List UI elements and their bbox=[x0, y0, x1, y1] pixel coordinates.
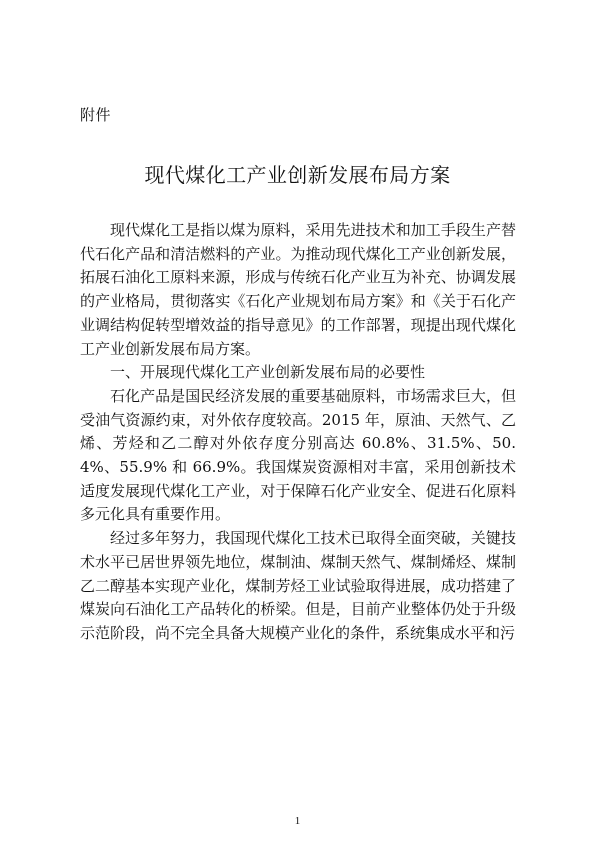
paragraph-intro: 现代煤化工是指以煤为原料，采用先进技术和加工手段生产替代石化产品和清洁燃料的产业。为推动现代煤化工产业创新发展，拓展石油化工原料来源，形成与传统石化产业互为补充、协调发展的产业格局，贯彻落实《石化产业规划布局方案》和《关于石化产业调结构促转型增效益的指导意见》的工作部署，现提出现代煤化工产业创新发展布局方案。 bbox=[80, 221, 516, 358]
section-heading: 一、开展现代煤化工产业创新发展布局的必要性 bbox=[110, 363, 426, 382]
paragraph-petrochemical-demand: 石化产品是国民经济发展的重要基础原料，市场需求巨大，但受油气资源约束，对外依存度较高。2015 年，原油、天然气、乙烯、芳烃和乙二醇对外依存度分别高达 60.8%、31.5%、50.4%、55.9% 和 66.9%。我国煤炭资源相对丰富，采用创新技术适度发展现代煤化工产业，对于保障石化产业安全、促进石化原料多元化具有重要作用。 bbox=[80, 386, 516, 524]
paragraph-technology-progress: 经过多年努力，我国现代煤化工技术已取得全面突破，关键技术水平已居世界领先地位，煤制油、煤制天然气、煤制烯烃、煤制乙二醇基本实现产业化，煤制芳烃工业试验取得进展，成功搭建了煤炭向石油化工产品转化的桥梁。但是，目前产业整体仍处于升级示范阶段，尚不完全具备大规模产业化的条件，系统集成水平和污 bbox=[80, 529, 516, 642]
document-body bbox=[80, 219, 516, 646]
page-number: 1 bbox=[294, 815, 301, 827]
attachment-label: 附件 bbox=[80, 106, 112, 124]
document-title: 现代煤化工产业创新发展布局方案 bbox=[144, 163, 451, 187]
